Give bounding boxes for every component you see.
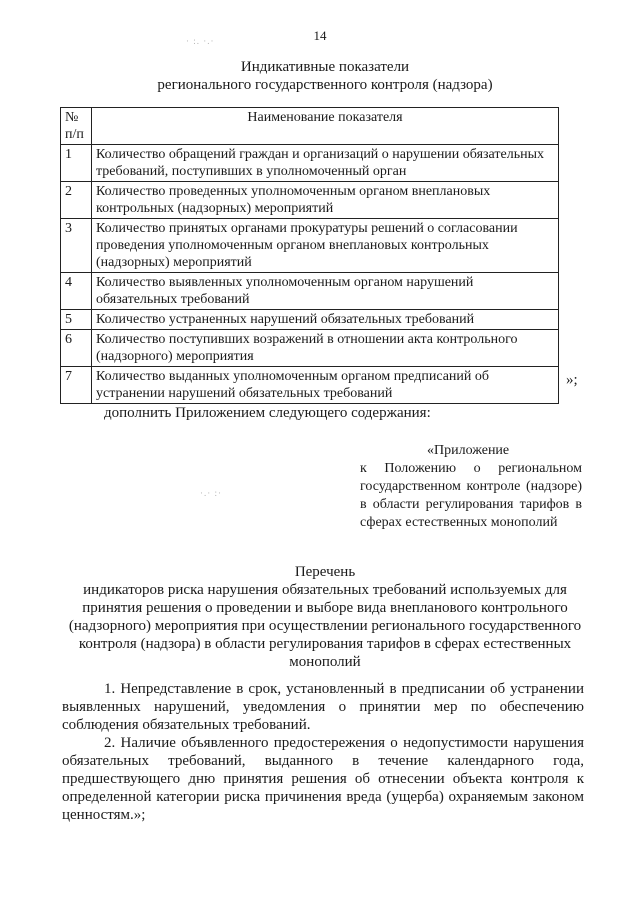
row-number: 4 (61, 273, 92, 310)
row-number: 6 (61, 330, 92, 367)
list-title: Перечень (294, 564, 356, 580)
table-header-number: № п/п (61, 108, 92, 145)
row-name: Количество выявленных уполномоченным органом нарушений обязательных требований (92, 273, 559, 310)
heading-line-2: регионального государственного контроля (надзора) (157, 77, 493, 93)
supplement-intro: дополнить Приложением следующего содержания: (104, 405, 431, 421)
row-number: 1 (61, 145, 92, 182)
table-row (61, 273, 559, 310)
row-number: 7 (61, 367, 92, 404)
row-name: Количество выданных уполномоченным органом предписаний об устранении нарушений обязательных требований (92, 367, 559, 404)
row-name: Количество принятых органами прокуратуры решений о согласовании проведения уполномоченным органом внеплановых контрольных (надзорных) мероприятий (92, 219, 559, 273)
appendix-block (360, 442, 582, 532)
page-number: 14 (313, 28, 327, 43)
scan-smudge: ·.· :· (200, 488, 222, 498)
appendix-text: к Положению о региональном государственном контроле (надзоре) в области регулирования тарифов в сферах естественных монополий (360, 461, 582, 530)
table-header-row (61, 108, 559, 145)
row-number: 3 (61, 219, 92, 273)
row-name: Количество обращений граждан и организаций о нарушении обязательных требований, поступивших в уполномоченный орган (92, 145, 559, 182)
table-header-name: Наименование показателя (92, 108, 559, 145)
row-name: Количество устраненных нарушений обязательных требований (92, 310, 559, 330)
scan-smudge: · :. ·.· (186, 36, 215, 46)
list-item: 1. Непредставление в срок, установленный в предписании об устранении выявленных нарушений, уведомления о принятии мер по обеспечению соблюдения обязательных требований. (62, 681, 584, 733)
row-number: 5 (61, 310, 92, 330)
table-row (61, 310, 559, 330)
table-row (61, 182, 559, 219)
list-subtitle: индикаторов риска нарушения обязательных требований используемых для принятия решения о проведении и выборе вида внепланового контрольного (надзорного) мероприятия при осуществлении регионального государственного контроля (надзора) в области регулирования тарифов в сферах естественных монополий (68, 582, 582, 670)
appendix-title: «Приложение (427, 443, 510, 458)
row-name: Количество проведенных уполномоченным органом внеплановых контрольных (надзорных) мероприятий (92, 182, 559, 219)
row-name: Количество поступивших возражений в отношении акта контрольного (надзорного) мероприятия (92, 330, 559, 367)
list-item: 2. Наличие объявленного предостережения о недопустимости нарушения обязательных требований, выданного в течение календарного года, предшествующего дню принятия решения об отнесении объекта контроля к определенной категории риска причинения вреда (ущерба) охраняемым законом ценностям.»; (62, 735, 584, 823)
table-row (61, 219, 559, 273)
table-row (61, 367, 559, 404)
row-number: 2 (61, 182, 92, 219)
table-closing-quote: »; (566, 372, 578, 388)
document-heading (60, 58, 590, 94)
heading-line-1: Индикативные показатели (240, 59, 410, 75)
table-row (61, 145, 559, 182)
table-row (61, 330, 559, 367)
indicators-table (60, 107, 559, 404)
